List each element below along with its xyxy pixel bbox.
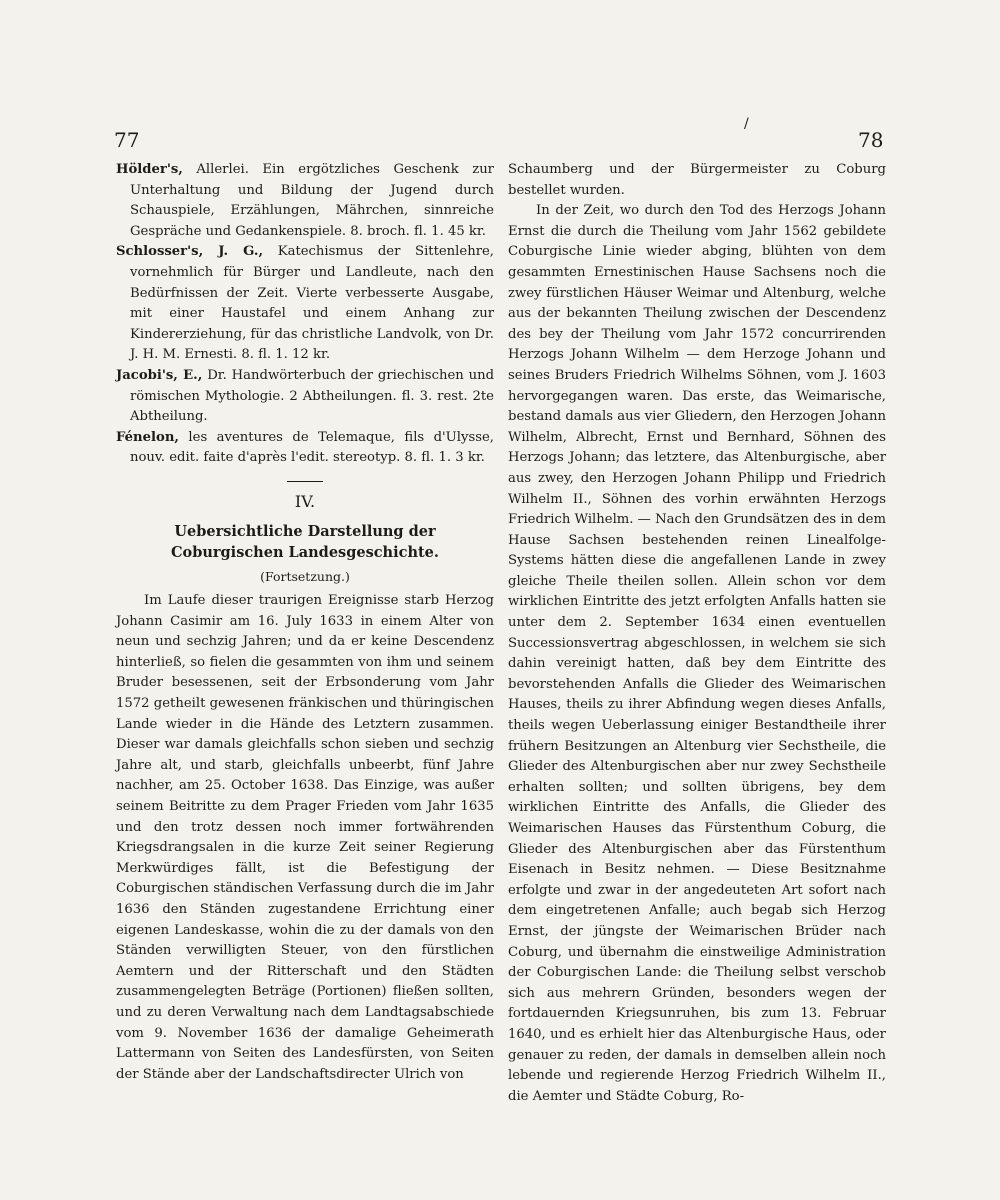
- section-divider: [287, 481, 323, 482]
- entry-text: Allerlei. Ein ergötzliches Geschenk zur Unterhaltung und Bildung der Jugend durch Schauspiele, Erzählungen, Mährchen, sinnreiche Gespräche und Gedankenspiele. 8. broch. fl. 1. 45 kr.: [130, 162, 494, 239]
- entry-author: Schlosser's, J. G.,: [116, 244, 264, 260]
- body-paragraph: Schaumberg und der Bürgermeister zu Coburg bestellet wurden.: [508, 162, 886, 198]
- entry-text: Dr. Handwörterbuch der griechischen und römischen Mythologie. 2 Abtheilungen. fl. 3. rest. 2te Abtheilung.: [130, 367, 495, 425]
- body-paragraph: Im Laufe dieser traurigen Ereignisse starb Herzog Johann Casimir am 16. July 1633 in einem Alter von neun und sechzig Jahren; und da er keine Descendenz hinterließ, so fielen die gesammten von ihm und seinem Bruder besessenen, seit der Erbsonderung vom Jahr 1572 getheilt gewesenen fränkischen und thüringischen Lande wieder in die Hände des Letztern zusammen. Dieser war damals gleichfalls schon sieben und sechzig Jahre alt, und starb, gleichfalls unbeerbt, fünf Jahre nachher, am 25. October 1638. Das Einzige, was außer seinem Beitritte zu dem Prager Frieden vom Jahr 1635 und den trotz dessen noch immer fortwährenden Kriegsdrangsalen in die kurze Zeit seiner Regierung Merkwürdiges fällt, ist die Befestigung der Coburgischen ständischen Verfassung durch die im Jahr 1636 den Ständen zugestandene Errichtung einer eigenen Landeskasse, wohin die zu der damals von den Ständen verwilligten Steuer, von den fürstlichen Aemtern und der Ritterschaft und den Städten zusammengelegten Beträge (Portionen) fließen sollten, und zu deren Verwaltung nach dem Landtagsabschiede vom 9. November 1636 der damalige Geheimerath Lattermann von Seiten des Landesfürsten, von Seiten der Stände aber der Landschaftsdirecter Ulrich von: [116, 593, 494, 1082]
- entry-text: Katechismus der Sittenlehre, vornehmlich für Bürger und Landleute, nach den Bedürfnissen der Zeit. Vierte verbesserte Ausgabe, mit einer Haustafel und einem Anhang zur Kindererziehung, für das christliche Landvolk, von Dr. J. H. M. Ernesti. 8. fl. 1. 12 kr.: [130, 244, 494, 363]
- entry-author: Jacobi's, E.,: [116, 367, 203, 383]
- section-number: IV.: [294, 491, 316, 511]
- catalog-entry: [116, 160, 494, 242]
- entry-text: les aventures de Telemaque, fils d'Ulysse, nouv. edit. faite d'après l'edit. stereotyp. 8. fl. 1. 3 kr.: [130, 429, 494, 466]
- section-title: Uebersichtliche Darstellung der Coburgischen Landesgeschichte.: [171, 522, 439, 561]
- margin-mark: /: [744, 116, 749, 132]
- entry-author: Fénelon,: [116, 429, 179, 445]
- page-number-right: 78: [858, 128, 884, 152]
- page-number-left: 77: [114, 128, 140, 152]
- catalog-entry: [116, 428, 494, 469]
- left-page-column: [116, 160, 494, 1085]
- catalog-entry: [116, 242, 494, 366]
- entry-author: Hölder's,: [116, 162, 183, 177]
- continuation-note: (Fortsetzung.): [260, 568, 350, 584]
- catalog-entry: [116, 366, 494, 428]
- body-paragraph: In der Zeit, wo durch den Tod des Herzogs Johann Ernst die durch die Theilung vom Jahr 1562 gebildete Coburgische Linie wieder abging, blühten von dem gesammten Ernestinischen Hause Sachsens noch die zwey fürstlichen Häuser Weimar und Altenburg, welche aus der bekannten Theilung zwischen der Descendenz des bey der Theilung vom Jahr 1572 concurrirenden Herzogs Johann Wilhelm — dem Herzoge Johann und seines Bruders Friedrich Wilhelms Söhnen, vom J. 1603 hervorgegangen waren. Das erste, das Weimarische, bestand damals aus vier Gliedern, den Herzogen Johann Wilhelm, Albrecht, Ernst und Bernhard, Söhnen des Herzogs Johann; das letztere, das Altenburgische, aber aus zwey, den Herzogen Johann Philipp und Friedrich Wilhelm II., Söhnen des vorhin erwähnten Herzogs Friedrich Wilhelm. — Nach den Grundsätzen des in dem Hause Sachsen bestehenden reinen Linealfolge-Systems hätten diese die angefallenen Lande in zwey gleiche Theile theilen sollen. Allein schon vor dem wirklichen Eintritte des jetzt erfolgten Anfalls hatten sie unter dem 2. September 1634 einen eventuellen Successionsvertrag abgeschlossen, in welchem sie sich dahin vereinigt hatten, daß bey dem Eintritte des bevorstehenden Anfalls die Glieder des Weimarischen Hauses, theils zu ihrer Abfindung wegen dieses Anfalls, theils wegen Ueberlassung einiger Bestandtheile ihrer frühern Besitzungen an Altenburg vier Sechstheile, die Glieder des Altenburgischen aber nur zwey Sechstheile erhalten sollten; und sollten übrigens, bey dem wirklichen Eintritte des Anfalls, die Glieder des Weimarischen Hauses das Fürstenthum Coburg, die Glieder des Altenburgischen aber das Fürstenthum Eisenach in Besitz nehmen. — Diese Besitznahme erfolgte und zwar in der angedeuteten Art sofort nach dem eingetretenen Anfalle; auch begab sich Herzog Ernst, der jüngste der Weimarischen Brüder nach Coburg, und übernahm die einstweilige Administration der Coburgischen Lande: die Theilung selbst verschob sich aus mehrern Gründen, besonders wegen der fortdauernden Kriegsunruhen, bis zum 13. Februar 1640, und es erhielt hier das Altenburgische Haus, oder genauer zu reden, der damals in demselben allein noch lebende und regierende Herzog Friedrich Wilhelm II., die Aemter und Städte Coburg, Ro-: [508, 203, 886, 1104]
- right-page-column: [508, 160, 886, 1107]
